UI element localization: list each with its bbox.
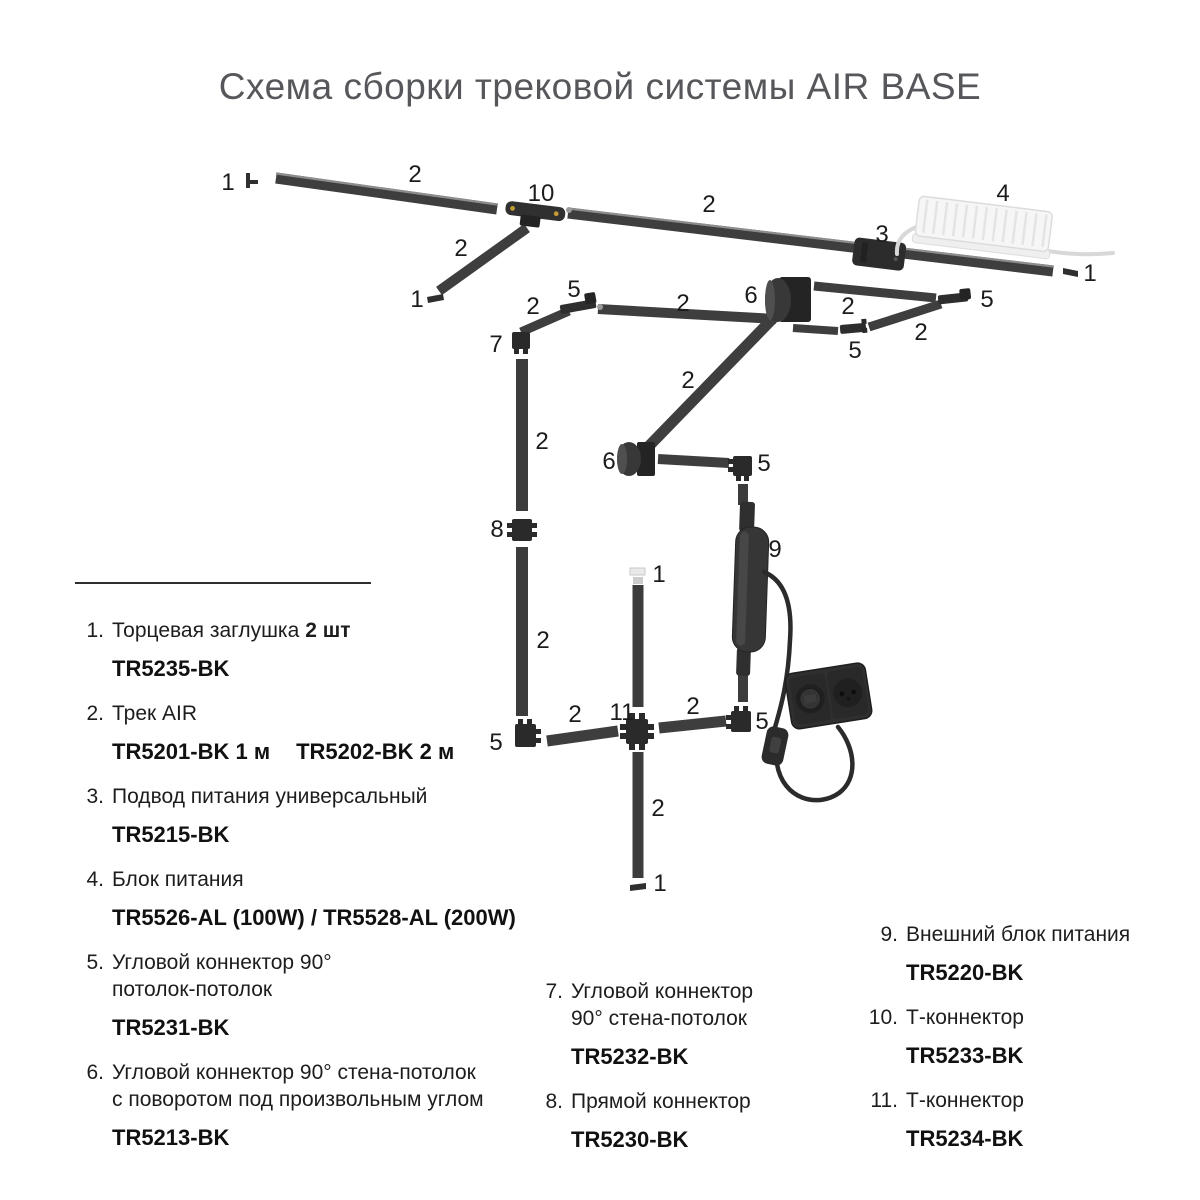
part-label: 2 [914,319,928,346]
part-label: 2 [454,235,468,262]
legend-item-name: Угловой коннектор 90° стена-потолок [112,1061,476,1084]
legend-item-number: 8. [545,1090,563,1113]
corner-connector-5-loop-inner [839,319,867,335]
part-label: 7 [489,331,503,358]
pivot-connector-6-upper [765,277,811,322]
legend-item-code: TR5231-BK [112,1015,230,1040]
corner-connector-7 [512,332,530,354]
part-label: 4 [996,180,1010,207]
part-label: 2 [681,367,695,394]
part-label: 2 [568,701,582,728]
legend-item-name: Подвод питания универсальный [112,785,428,808]
track-contact-tip [597,304,603,310]
part-label: 3 [875,221,889,248]
external-psu-9 [731,501,873,800]
part-label: 5 [755,708,769,735]
part-label: 8 [490,516,504,543]
legend-item-3 [70,783,550,849]
legend-item-number: 2. [86,702,104,725]
legend-item-2 [70,700,550,766]
legend-item-5 [70,949,550,1042]
part-label: 10 [527,180,555,207]
legend-item-number: 11. [870,1089,898,1112]
end-cap-diagonal [427,294,444,303]
part-label: 11 [609,699,635,726]
legend-item-name-line2: с поворотом под произвольным углом [112,1088,484,1111]
corner-connector-5-above-psu [728,456,752,481]
legend-item-code: TR5213-BK [112,1125,230,1150]
legend-item-name: Прямой коннектор [571,1090,751,1113]
legend-item-number: 9. [880,923,898,946]
legend-item-11 [843,1087,1193,1153]
part-label: 1 [653,870,667,897]
part-label: 2 [841,293,855,320]
legend-item-code: TR5233-BK [906,1043,1024,1068]
track-horizontal-right [659,721,726,728]
part-label: 6 [744,282,758,309]
legend-item-number: 3. [86,785,104,808]
wall-socket [784,662,873,730]
corner-connector-5-loop-outer [937,288,971,304]
legend-item-name: Т-коннектор [906,1089,1024,1112]
legend-column-right [843,921,1193,1170]
legend-item-number: 6. [86,1061,104,1084]
track-right-loop-top [814,286,936,298]
legend-item-code: TR5526-AL (100W) / TR5528-AL (200W) [112,905,516,930]
driver-cable-right [1048,251,1113,254]
legend-column-left [70,617,550,1169]
track-diagonal-between-pivots [649,310,781,446]
part-label: 5 [980,286,994,313]
legend-item-number: 7. [545,980,563,1003]
end-cap-bottom [630,883,646,891]
legend-item-code: TR5220-BK [906,960,1024,985]
legend-item-number: 4. [86,868,104,891]
part-label: 1 [1083,260,1097,287]
legend-item-name: Блок питания [112,868,244,891]
legend-item-name-line2: 90° стена-потолок [571,1007,747,1030]
part-label: 1 [652,561,666,588]
legend-item-8 [533,1088,843,1154]
track-contact-tip [566,207,572,213]
track-top-left-highlight [276,174,497,205]
part-label: 2 [408,161,422,188]
part-label: 1 [410,286,424,313]
legend-item-name: Внешний блок питания [906,923,1131,946]
legend-item-code: TR5215-BK [112,822,230,847]
part-label: 5 [848,337,862,364]
legend-item-4 [70,866,550,932]
legend-item-qty: 2 шт [305,619,351,642]
legend-item-code: TR5230-BK [571,1127,689,1152]
part-label: 9 [768,536,782,563]
part-label: 2 [526,293,540,320]
straight-connector-8 [507,519,537,541]
pivot-connector-6-lower [617,442,655,476]
legend-item-name: Угловой коннектор 90° [112,951,332,974]
track-top-left [276,178,497,209]
legend-divider [75,582,371,584]
part-label: 2 [702,191,716,218]
legend-item-name: Т-коннектор [906,1006,1024,1029]
part-label: 1 [221,169,235,196]
legend-column-middle [533,978,843,1171]
legend-item-code: TR5235-BK [112,656,230,681]
track-from-pivot-lower [658,459,729,463]
part-label: 2 [535,428,549,455]
part-label: 5 [757,450,771,477]
legend-item-code: TR5232-BK [571,1044,689,1069]
legend-item-7 [533,978,843,1071]
legend-item-number: 10. [868,1006,898,1029]
track-horizontal-left [547,731,618,741]
track-right-loop-stub [793,328,838,331]
legend-item-number: 5. [86,951,104,974]
end-cap-top-right [1063,268,1078,277]
legend-item-6 [70,1059,550,1152]
legend-item-code: TR5234-BK [906,1126,1024,1151]
legend-item-name: Трек AIR [112,702,198,725]
switch-to-plug-cable [777,727,852,800]
track-right-loop-diagonal [869,304,941,327]
corner-connector-5-right [726,706,751,732]
legend-item-name-line2: потолок-потолок [112,978,273,1001]
part-label: 2 [651,795,665,822]
part-label: 5 [489,729,503,756]
part-label: 2 [686,693,700,720]
legend-item-name: Угловой коннектор [571,980,754,1003]
page-title: Схема сборки трековой системы AIR BASE [218,66,982,107]
part-label: 2 [536,627,550,654]
part-label: 2 [676,290,690,317]
legend-item-9 [843,921,1193,987]
part-label: 6 [602,448,616,475]
track-diagonal-left [439,228,527,291]
end-cap-center-top-base [633,577,643,584]
legend-item-number: 1. [86,619,104,642]
part-label: 5 [567,276,581,303]
legend-item-code: TR5201-BK 1 м TR5202-BK 2 м [112,739,455,764]
end-cap-top-left [246,173,258,188]
legend-item-name: Торцевая заглушка 2 шт [112,619,351,642]
end-cap-center-top [630,568,645,575]
legend-item-1 [70,617,550,683]
legend-item-10 [843,1004,1193,1070]
